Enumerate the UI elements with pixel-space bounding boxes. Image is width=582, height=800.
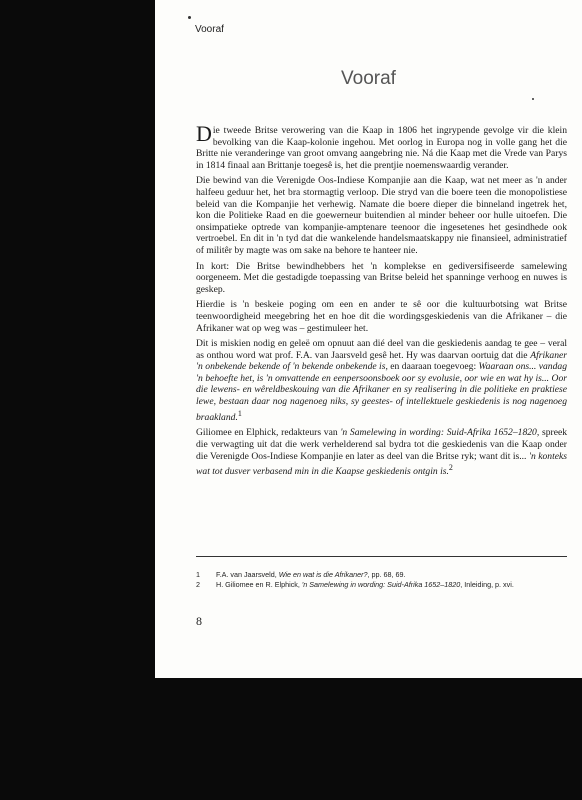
paragraph-text: spreek die verwagting uit dat die werk verhelderend sal bydra tot die geskiedenis van die Kaap onder die Verenigde Oos-Indiese Kompanjie en later as deel van die Britse ryk; want dit is... <box>196 427 568 462</box>
dust-speck <box>188 16 191 19</box>
italic-title: 'n Samelewing in wording: Suid-Afrika 1652–1820, <box>340 427 540 439</box>
italic-phrase: Afrikaner 'n onbekende bekende of 'n bekende onbekende is <box>196 349 567 373</box>
footnote-author: F.A. van Jaarsveld, <box>216 570 279 579</box>
footnote-divider <box>196 556 567 557</box>
footnote-title: 'n Samelewing in wording: Suid-Afrika 1652–1820 <box>301 579 461 589</box>
paragraph-6 <box>196 427 567 478</box>
footnote-pages: , Inleiding, p. xvi. <box>460 579 514 589</box>
italic-quote: 'n konteks wat tot dusver verbasend min in die Kaapse geskiedenis ontgin is. <box>196 450 568 478</box>
chapter-title: Vooraf <box>341 68 396 89</box>
paragraph-5 <box>196 338 567 423</box>
footnote-author: H. Giliomee en R. Elphick, <box>216 579 302 589</box>
paragraph-text: ie tweede Britse verowering van die Kaap in 1806 het ingrypende gevolge vir die klein bevolking van die Kaap-kolonie ingehou. Met oorlog in Europa nog in volle gang het die Britte nie veranderinge van groot omvang aangebring nie. Ná die Kaap met die Vrede van Parys in 1814 finaal aan Brittanje toegesê is, het die prentjie noemenswaardig verander. <box>196 125 567 171</box>
paragraph-2: Die bewind van die Verenigde Oos-Indiese Kompanjie aan die Kaap, wat net meer as 'n ander halfeeu geduur het, het bra stormagtig verloop. Die stryd van die boere teen die monopolistiese beleid van die Kompanjie het verhewig. Namate die boere dieper die binneland ingetrek het, kon die Politieke Raad en die goewerneur buitendien al minder beheer oor hulle uitoefen. Die onsimpatieke optrede van kompanjie-amptenare teenoor die ingesetenes het gesindhede ook vertroebel. En dit in 'n tyd dat die wankelende handelsmaatskappy nie finansieel, administratief of militêr by magte was om sake na behore te hanteer nie. <box>196 175 567 256</box>
footnote-1 <box>196 570 576 580</box>
footnote-ref-1: 1 <box>237 408 242 418</box>
drop-cap: D <box>196 121 212 146</box>
page-number: 8 <box>196 614 202 628</box>
footnote-2 <box>196 580 576 590</box>
paragraph-4: Hierdie is 'n beskeie poging om een en ander te sê oor die kultuurbotsing wat Britse teenwoordigheid meegebring het en hoe dit die wordingsgeskiedenis van die Afrikaner – die Afrikaner wat op weg was – gestimuleer het. <box>196 299 567 334</box>
footnotes <box>196 570 576 589</box>
paragraph-text: , en daaraan toegevoeg: <box>385 361 479 373</box>
italic-quote: Waaraan ons... vandag 'n behoefte het, is 'n omvattende en eenpersoonsboek oor sy evolusie, oor wie en wat hy is... Oor die lewens- en wêreldbeskouing van die Afrikaner en sy realisering in die politieke en praktiese lewe, bestaan daar nog nagenoeg niks, sy geestes- of intellektuele geskiedenis is nog nagenoeg braakland. <box>196 361 567 423</box>
footnote-text <box>216 570 405 580</box>
footnote-title: Wie en wat is die Afrikaner? <box>278 570 368 579</box>
paragraph-text: Giliomee en Elphick, redakteurs van <box>196 427 341 439</box>
paragraph-3: In kort: Die Britse bewindhebbers het 'n komplekse en gediversifiseerde samelewing oorgeneem. Met die gestadigde toepassing van Britse beleid het spanninge verhoog en nuwes is geskep. <box>196 260 567 295</box>
footnote-text <box>216 580 514 590</box>
footnote-pages: , pp. 68, 69. <box>367 570 406 579</box>
dust-speck <box>532 98 534 100</box>
footnote-number: 2 <box>196 579 200 589</box>
book-page <box>155 0 582 678</box>
paragraph-1 <box>196 121 567 171</box>
footnote-ref-2: 2 <box>448 463 453 473</box>
body-text <box>196 121 568 482</box>
footnote-number: 1 <box>196 570 200 579</box>
paragraph-text: Dit is miskien nodig en geleë om opnuut aan dié deel van die geskiedenis aandag te gee – veral as onthou word wat prof. F.A. van Jaarsveld gesê het. Hy was daarvan oortuig dat die <box>196 338 567 361</box>
running-head: Vooraf <box>195 24 224 35</box>
